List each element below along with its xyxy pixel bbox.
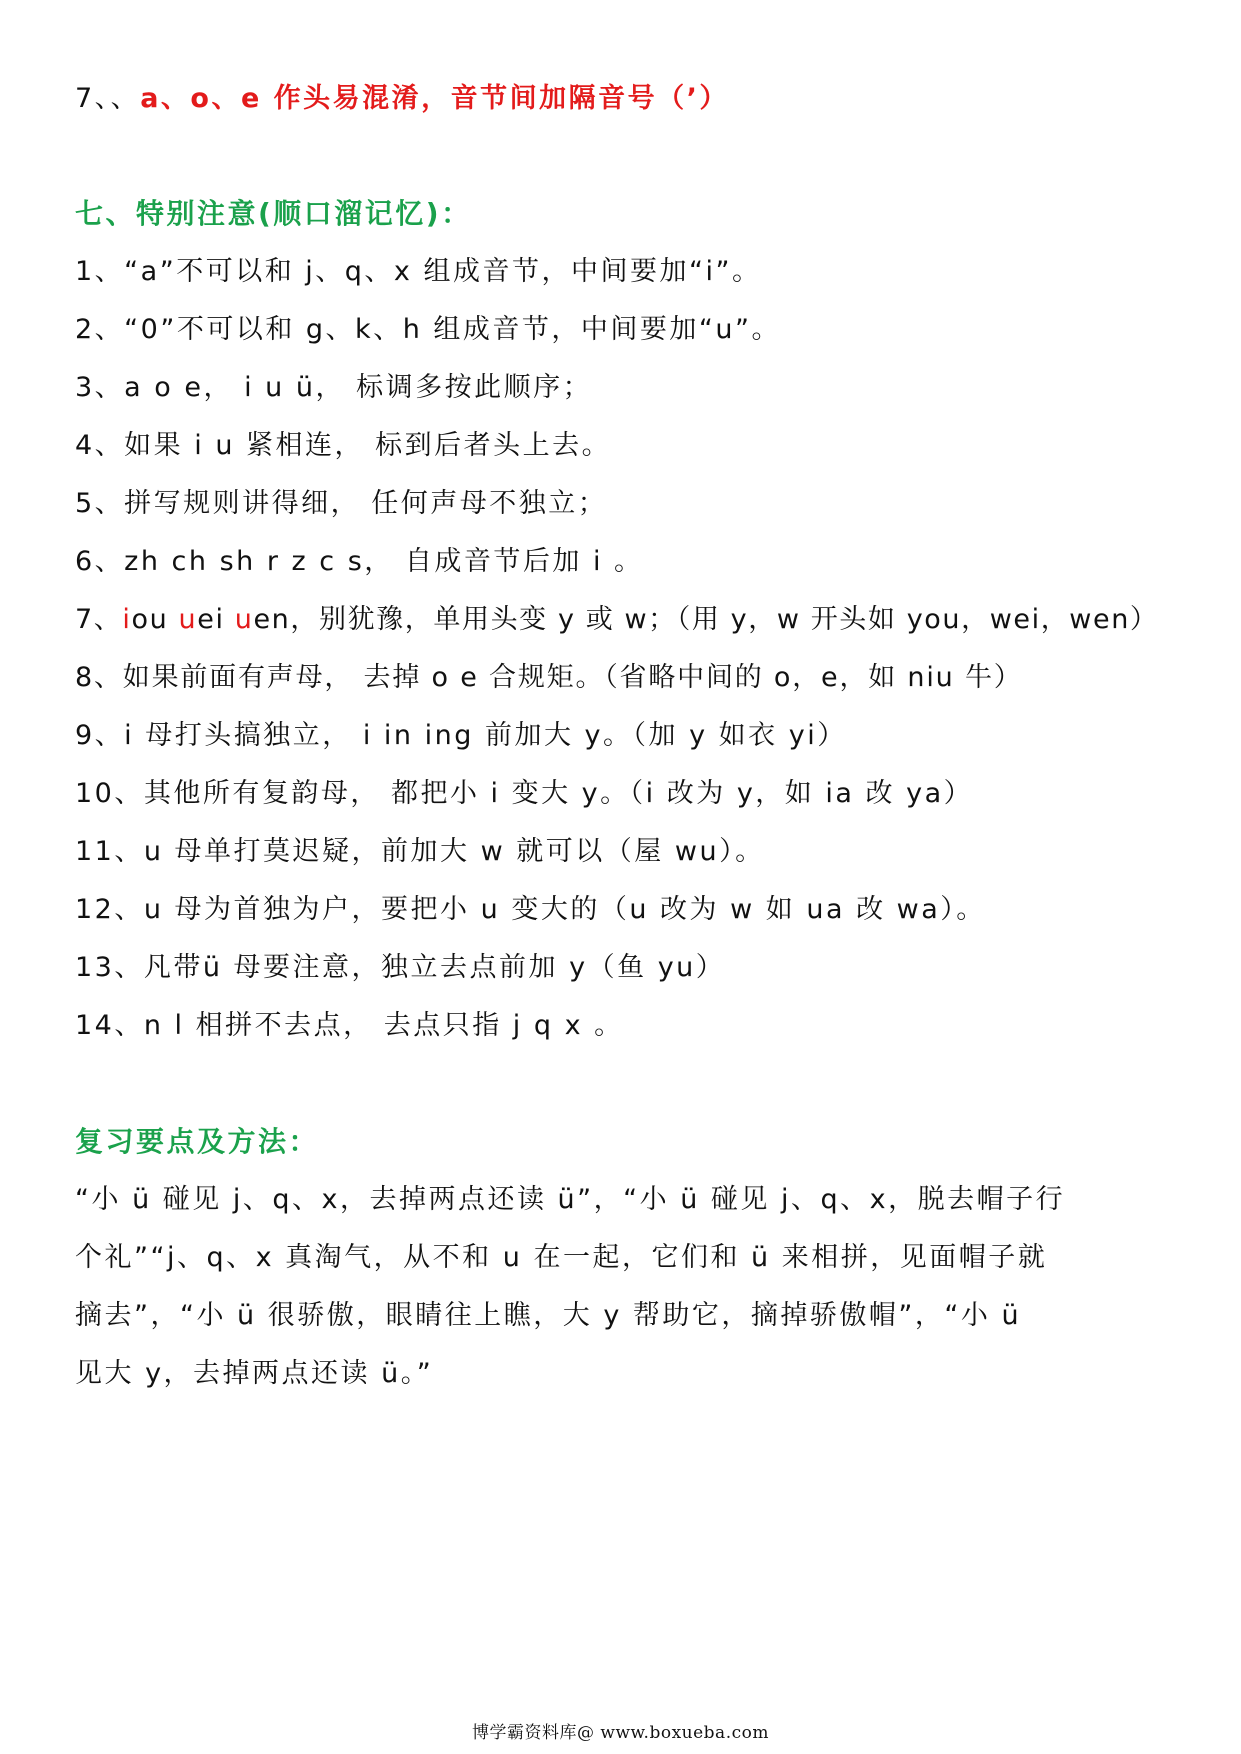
list-item: 14、n l 相拼不去点， 去点只指 j q x 。 [75,1010,624,1041]
item7-red-u-1: u [178,604,198,635]
list-item: 2、“0”不可以和 g、k、h 组成音节，中间要加“u”。 [75,314,781,345]
review-line: “小 ü 碰见 j、q、x，去掉两点还读 ü”，“小 ü 碰见 j、q、x，脱去帽子行 [75,1184,1066,1215]
list-item: 8、如果前面有声母， 去掉 o e 合规矩。（省略中间的 o，e，如 niu 牛） [75,662,1023,693]
item7-ou: ou [131,604,179,635]
review-line: 摘去”，“小 ü 很骄傲，眼睛往上瞧，大 y 帮助它，摘掉骄傲帽”，“小 ü [75,1300,1022,1331]
list-item: 3、a o e， i u ü， 标调多按此顺序； [75,372,593,403]
review-line: 个礼”“j、q、x 真淘气，从不和 u 在一起，它们和 ü 来相拼，见面帽子就 [75,1242,1048,1273]
list-item: 13、凡带ü 母要注意，独立去点前加 y（鱼 yu） [75,952,726,983]
rule-7-text: a、o、e 作头易混淆，音节间加隔音号（’） [140,83,729,114]
section-heading-review: 复习要点及方法： [75,1125,320,1158]
item7-red-u-2: u [234,604,254,635]
rule-7-top [75,82,729,116]
item7-rest: en，别犹豫，单用头变 y 或 w；（用 y，w 开头如 you，wei，wen） [253,604,1159,635]
list-item: 12、u 母为首独为户，要把小 u 变大的（u 改为 w 如 ua 改 wa）。 [75,894,986,925]
list-item: 5、拼写规则讲得细， 任何声母不独立； [75,488,608,519]
item7-prefix: 7、 [75,604,123,635]
item7-red-i: i [122,604,132,635]
list-item: 1、“a”不可以和 j、q、x 组成音节，中间要加“i”。 [75,256,762,287]
section-heading-special: 七、特别注意(顺口溜记忆)： [75,197,472,230]
list-item: 9、i 母打头搞独立， i in ing 前加大 y。（加 y 如衣 yi） [75,720,847,751]
footer-watermark: 博学霸资料库@ www.boxueba.com [472,1723,769,1743]
list-item-7 [75,603,1159,637]
rule-7-number: 7、、 [75,83,141,114]
item7-ei: ei [197,604,235,635]
list-item: 6、zh ch sh r z c s， 自成音节后加 i 。 [75,546,644,577]
list-item: 11、u 母单打莫迟疑，前加大 w 就可以（屋 wu）。 [75,836,765,867]
list-item: 4、如果 i u 紧相连， 标到后者头上去。 [75,430,612,461]
list-item: 10、其他所有复韵母， 都把小 i 变大 y。（i 改为 y，如 ia 改 ya） [75,778,974,809]
review-line: 见大 y，去掉两点还读 ü。” [75,1358,434,1389]
